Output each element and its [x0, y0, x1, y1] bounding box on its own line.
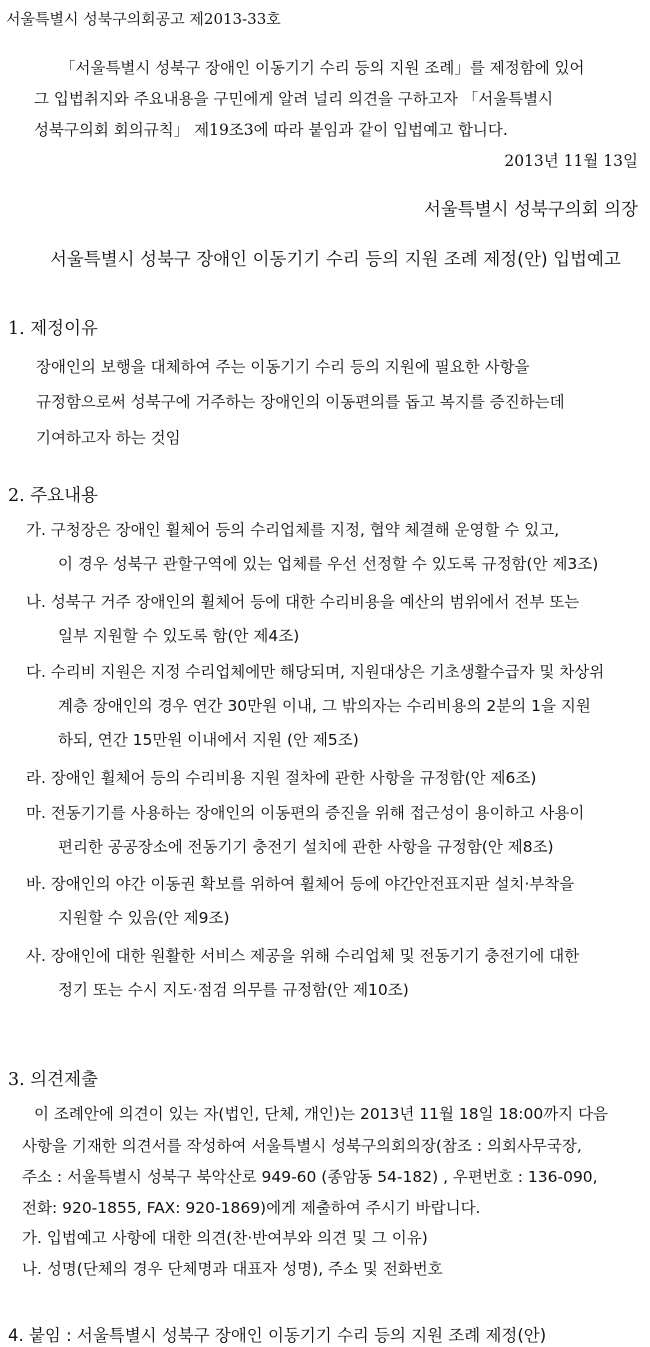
main-item-ra: 라. 장애인 휠체어 등의 수리비용 지원 절차에 관한 사항을 규정함(안 제6조) — [26, 769, 537, 787]
opinion-item-na: 나. 성명(단체의 경우 단체명과 대표자 성명), 주소 및 전화번호 — [22, 1260, 443, 1278]
doc-title: 서울특별시 성북구 장애인 이동기기 수리 등의 지원 조례 제정(안) 입법예고 — [50, 250, 621, 270]
main-item-sa: 사. 장애인에 대한 원활한 서비스 제공을 위해 수리업체 및 전동기기 충전기에 대한 — [26, 947, 580, 965]
main-item-sa-cont: 정기 또는 수시 지도·점검 의무를 규정함(안 제10조) — [58, 981, 409, 999]
opinion-line: 전화: 920-1855, FAX: 920-1869)에게 제출하여 주시기 바랍니다. — [22, 1199, 481, 1217]
opinion-item-ga: 가. 입법예고 사항에 대한 의견(찬·반여부와 의견 및 그 이유) — [22, 1229, 428, 1247]
reason-line: 규정함으로써 성북구에 거주하는 장애인의 이동편의를 돕고 복지를 증진하는데 — [36, 393, 565, 411]
main-item-ga-cont: 이 경우 성북구 관할구역에 있는 업체를 우선 선정할 수 있도록 규정함(안 제3조) — [58, 555, 599, 573]
main-item-na-cont: 일부 지원할 수 있도록 함(안 제4조) — [58, 627, 300, 645]
opinion-line: 주소 : 서울특별시 성북구 북악산로 949-60 (종암동 54-182) , 우편번호 : 136-090, — [22, 1168, 598, 1186]
intro-line: 「서울특별시 성북구 장애인 이동기기 수리 등의 지원 조례」를 제정함에 있어 — [60, 59, 585, 77]
main-item-da-cont: 하되, 연간 15만원 이내에서 지원 (안 제5조) — [58, 731, 359, 749]
reason-line: 장애인의 보행을 대체하여 주는 이동기기 수리 등의 지원에 필요한 사항을 — [36, 358, 530, 376]
main-item-ba: 바. 장애인의 야간 이동권 확보를 위하여 휠체어 등에 야간안전표지판 설치·부착을 — [26, 875, 575, 893]
main-item-ba-cont: 지원할 수 있음(안 제9조) — [58, 909, 230, 927]
notice-date: 2013년 11월 13일 — [504, 152, 638, 170]
opinion-line: 이 조례안에 의견이 있는 자(법인, 단체, 개인)는 2013년 11월 18일 18:00까지 다음 — [34, 1105, 609, 1123]
main-item-da-cont: 계층 장애인의 경우 연간 30만원 이내, 그 밖의자는 수리비용의 2분의 1을 지원 — [58, 697, 591, 715]
issuer: 서울특별시 성북구의회 의장 — [424, 200, 638, 220]
section-heading-attachment: 4. 붙임 : 서울특별시 성북구 장애인 이동기기 수리 등의 지원 조례 제정(안) — [8, 1326, 547, 1345]
main-item-ma: 마. 전동기기를 사용하는 장애인의 이동편의 증진을 위해 접근성이 용이하고 사용이 — [26, 804, 585, 822]
reason-line: 기여하고자 하는 것임 — [36, 429, 181, 447]
section-heading-main: 2. 주요내용 — [8, 486, 98, 506]
section-heading-opinion: 3. 의견제출 — [8, 1070, 98, 1090]
main-item-na: 나. 성북구 거주 장애인의 휠체어 등에 대한 수리비용을 예산의 범위에서 전부 또는 — [26, 593, 580, 611]
intro-line: 그 입법취지와 주요내용을 구민에게 알려 널리 의견을 구하고자 「서울특별시 — [34, 90, 554, 108]
opinion-line: 사항을 기재한 의견서를 작성하여 서울특별시 성북구의회의장(참조 : 의회사무국장, — [22, 1137, 582, 1155]
main-item-da: 다. 수리비 지원은 지정 수리업체에만 해당되며, 지원대상은 기초생활수급자 및 차상위 — [26, 663, 605, 681]
main-item-ga: 가. 구청장은 장애인 휠체어 등의 수리업체를 지정, 협약 체결해 운영할 수 있고, — [26, 521, 560, 539]
notice-number: 서울특별시 성북구의회공고 제2013-33호 — [6, 10, 281, 28]
intro-line: 성북구의회 회의규칙」 제19조3에 따라 붙임과 같이 입법예고 합니다. — [34, 121, 508, 139]
section-heading-reason: 1. 제정이유 — [8, 319, 98, 339]
main-item-ma-cont: 편리한 공공장소에 전동기기 충전기 설치에 관한 사항을 규정함(안 제8조) — [58, 838, 554, 856]
